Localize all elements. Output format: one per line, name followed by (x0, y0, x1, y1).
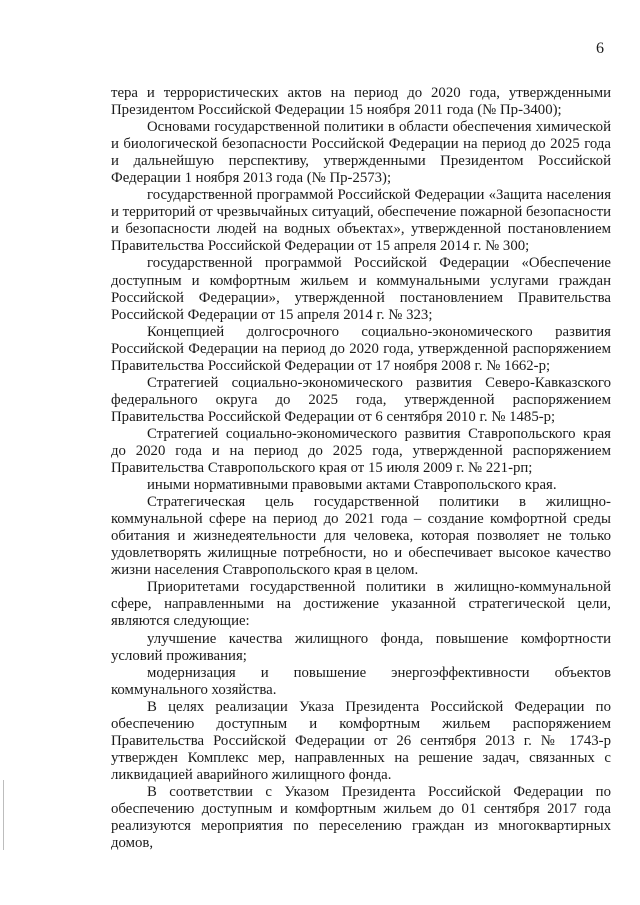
paragraph: В соответствии с Указом Президента Российской Федерации по обеспечению доступным и комфортным жильем до 01 сентября 2017 года реализуются мероприятия по переселению граждан из многоквартирных домов, (111, 783, 611, 852)
paragraph: Стратегией социально-экономического развития Северо-Кавказского федерального округа до 2025 года, утвержденной распоряжением Правительства Российской Федерации от 6 сентября 2010 г. № 1485-р; (111, 374, 611, 425)
paragraph: иными нормативными правовыми актами Ставропольского края. (147, 477, 557, 494)
paragraph: государственной программой Российской Федерации «Обеспечение доступным и комфортным жильем и коммунальными услугами граждан Российской Федерации», утвержденной постановлением Правительства Российской Федерации от 15 апреля 2014 г. № 323; (111, 255, 611, 323)
paragraph: Основами государственной политики в области обеспечения химической и биологической безопасности Российской Федерации на период до 2025 года и дальнейшую перспективу, утвержденными Президентом Российской Федерации 1 ноября 2013 года (№ Пр-2573); (111, 119, 611, 187)
document-body (111, 85, 611, 852)
scan-edge-mark (3, 780, 4, 850)
paragraph: Концепцией долгосрочного социально-экономического развития Российской Федерации на период до 2020 года, утвержденной распоряжением Правительства Российской Федерации от 17 ноября 2008 г. № 1662-р; (111, 323, 611, 374)
paragraph: Приоритетами государственной политики в жилищно-коммунальной сфере, направленными на достижение указанной стратегической цели, являются следующие: (111, 579, 611, 630)
paragraph: В целях реализации Указа Президента Российской Федерации по обеспечению доступным и комфортным жильем распоряжением Правительства Российской Федерации от 26 сентября 2013 г. № 1743-р утвержден Комплекс мер, направленных на решение задач, связанных с ликвидацией аварийного жилищного фонда. (111, 698, 611, 783)
paragraph: Стратегией социально-экономического развития Ставропольского края до 2020 года и на период до 2025 года, утвержденной распоряжением Правительства Ставропольского края от 15 июля 2009 г. № 221-рп; (111, 425, 611, 477)
paragraph: Стратегическая цель государственной политики в жилищно-коммунальной сфере на период до 2021 года – создание комфортной среды обитания и жизнедеятельности для человека, которая позволяет не только удовлетворять жилищные потребности, но и обеспечивает высокое качество жизни населения Ставропольского края в целом. (111, 494, 611, 579)
paragraph: государственной программой Российской Федерации «Защита населения и территорий от чрезвычайных ситуаций, обеспечение пожарной безопасности и безопасности людей на водных объектах», утвержденной постановлением Правительства Российской Федерации от 15 апреля 2014 г. № 300; (111, 187, 611, 255)
paragraph: модернизация и повышение энергоэффективности объектов коммунального хозяйства. (111, 664, 611, 698)
page-number: 6 (596, 40, 604, 57)
paragraph: улучшение качества жилищного фонда, повышение комфортности условий проживания; (111, 630, 611, 664)
paragraph: тера и террористических актов на период до 2020 года, утвержденными Президентом Российской Федерации 15 ноября 2011 года (№ Пр-3400); (111, 85, 611, 119)
